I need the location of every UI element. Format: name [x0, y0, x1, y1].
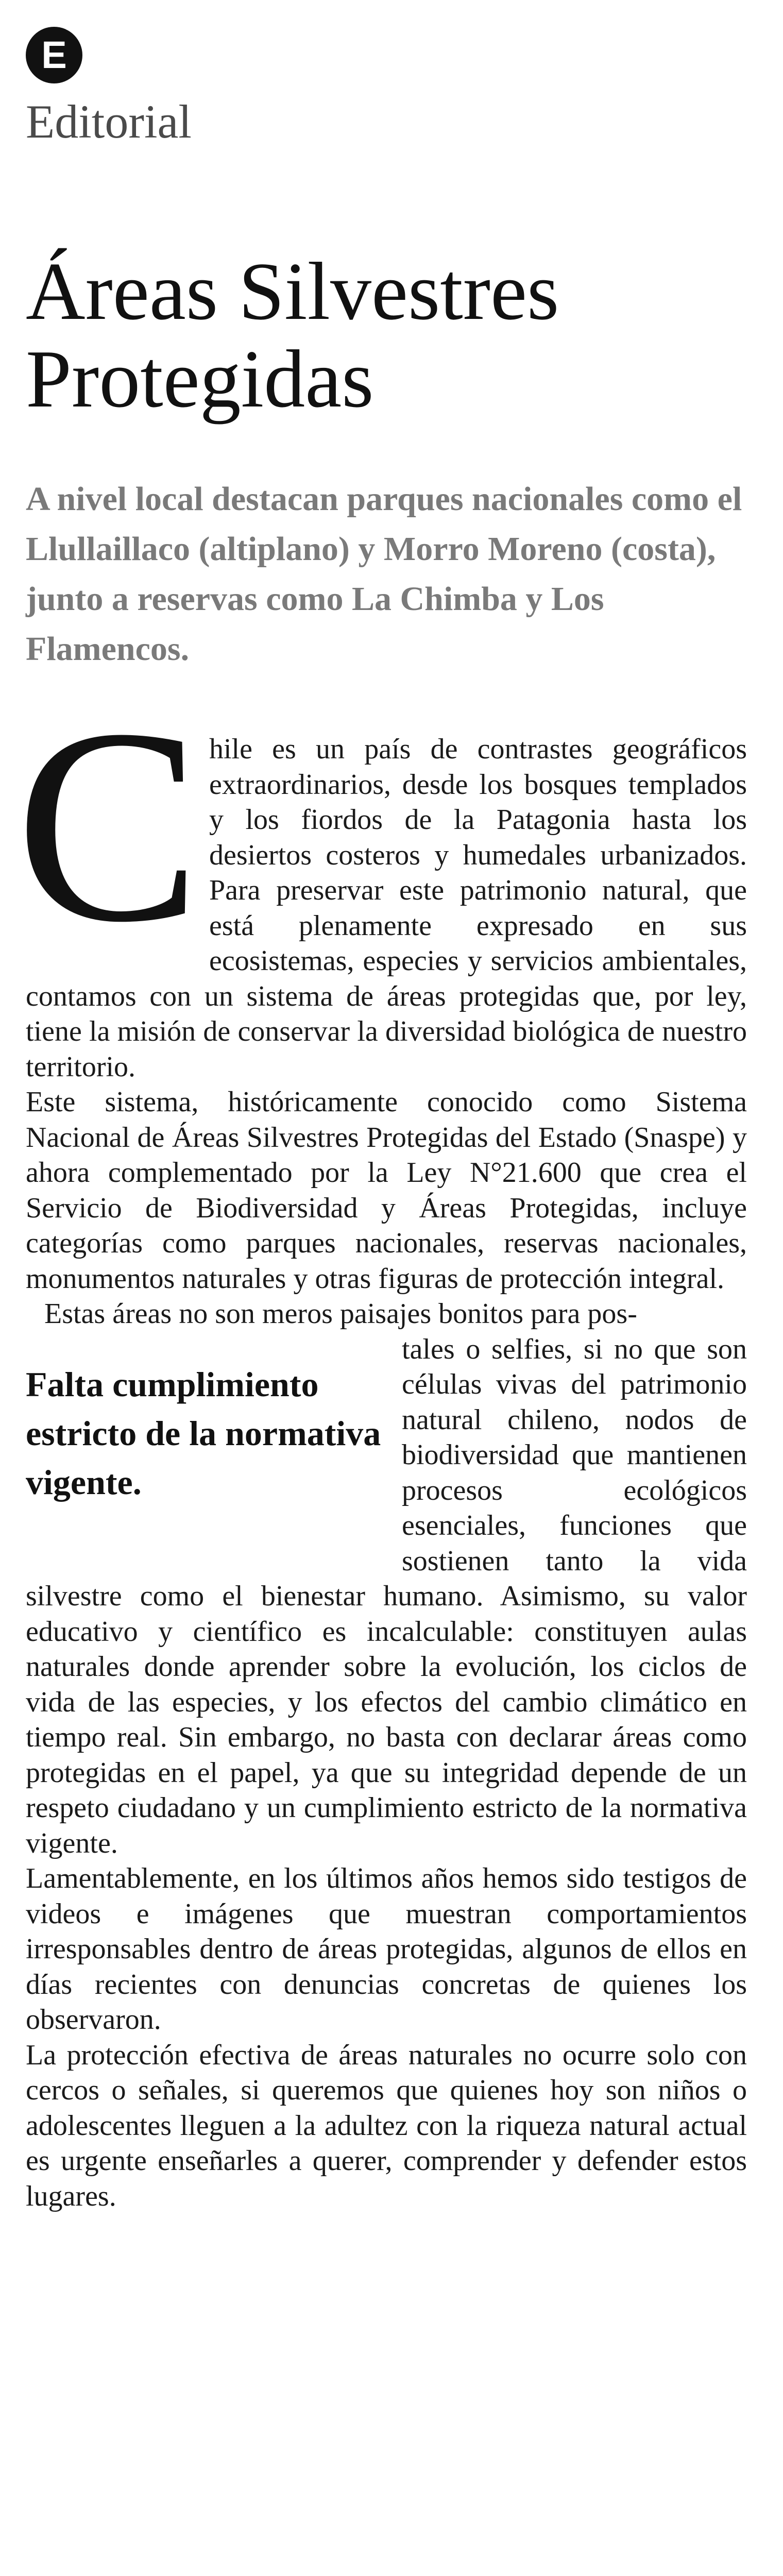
paragraph-3-lead: Estas áreas no son meros paisajes bonitos para pos- — [44, 1298, 637, 1330]
article-title: Áreas Silvestres Protegidas — [26, 245, 559, 425]
article-body — [15, 671, 747, 2214]
drop-cap: C — [15, 671, 201, 979]
paragraph-1-text: hile es un país de contrastes geográficos extraordinarios, desde los bosques templados y los fiordos de la Patagonia hasta los desiertos costeros y humedales urbanizados. Para preservar este patrimonio natural, que está plenamente expresado en sus ecosistemas, especies y servicios ambientales, contamos con un sistema de áreas protegidas que, por ley, tiene la misión de conservar la diversidad biológica de nuestro territorio. — [26, 733, 747, 1083]
paragraph-1 — [15, 671, 747, 1084]
editorial-badge: E — [26, 27, 82, 83]
article-lede: A nivel local destacan parques nacionales como el Llullaillaco (altiplano) y Morro Moreno (costa), junto a reservas como La Chimba y Los Flamencos. — [26, 480, 742, 668]
paragraph-4: Lamentablemente, en los últimos años hemos sido testigos de videos e imágenes que muestran comportamientos irresponsables dentro de áreas protegidas, algunos de ellos en días recientes con denuncias concretas de quienes los observaron. — [26, 1862, 747, 2036]
section-label: Editorial — [26, 95, 192, 148]
pullquote: Falta cumplimiento estricto de la normativa vigente. — [26, 1364, 381, 1502]
pullquote-box — [26, 1332, 402, 1548]
paragraph-2: Este sistema, históricamente conocido como Sistema Nacional de Áreas Silvestres Protegidas del Estado (Snaspe) y ahora complementado por la Ley N°21.600 que crea el Servicio de Biodiversidad y Áreas Protegidas, incluye categorías como parques nacionales, reservas nacionales, monumentos naturales y otras figuras de protección integral. — [26, 1086, 747, 1295]
paragraph-3: tales o selfies, si no que son células vivas del patrimonio natural chileno, nodos de biodiversidad que mantienen procesos ecológicos esenciales, funciones que sostienen tanto la vida silvestre como el bienestar humano. Asimismo, su valor educativo y científico es incalculable: constituyen aulas naturales donde aprender sobre la evolución, los ciclos de vida de las especies, y los efectos del cambio climático en tiempo real. Sin embargo, no basta con declarar áreas como protegidas en el papel, ya que su integridad depende de un respeto ciudadano y un cumplimiento estricto de la normativa vigente. — [26, 1333, 747, 1859]
paragraph-5: La protección efectiva de áreas naturales no ocurre solo con cercos o señales, si queremos que quienes hoy son niños o adolescentes lleguen a la adultez con la riqueza natural actual es urgente enseñarles a querer, comprender y defender estos lugares. — [26, 2039, 747, 2212]
